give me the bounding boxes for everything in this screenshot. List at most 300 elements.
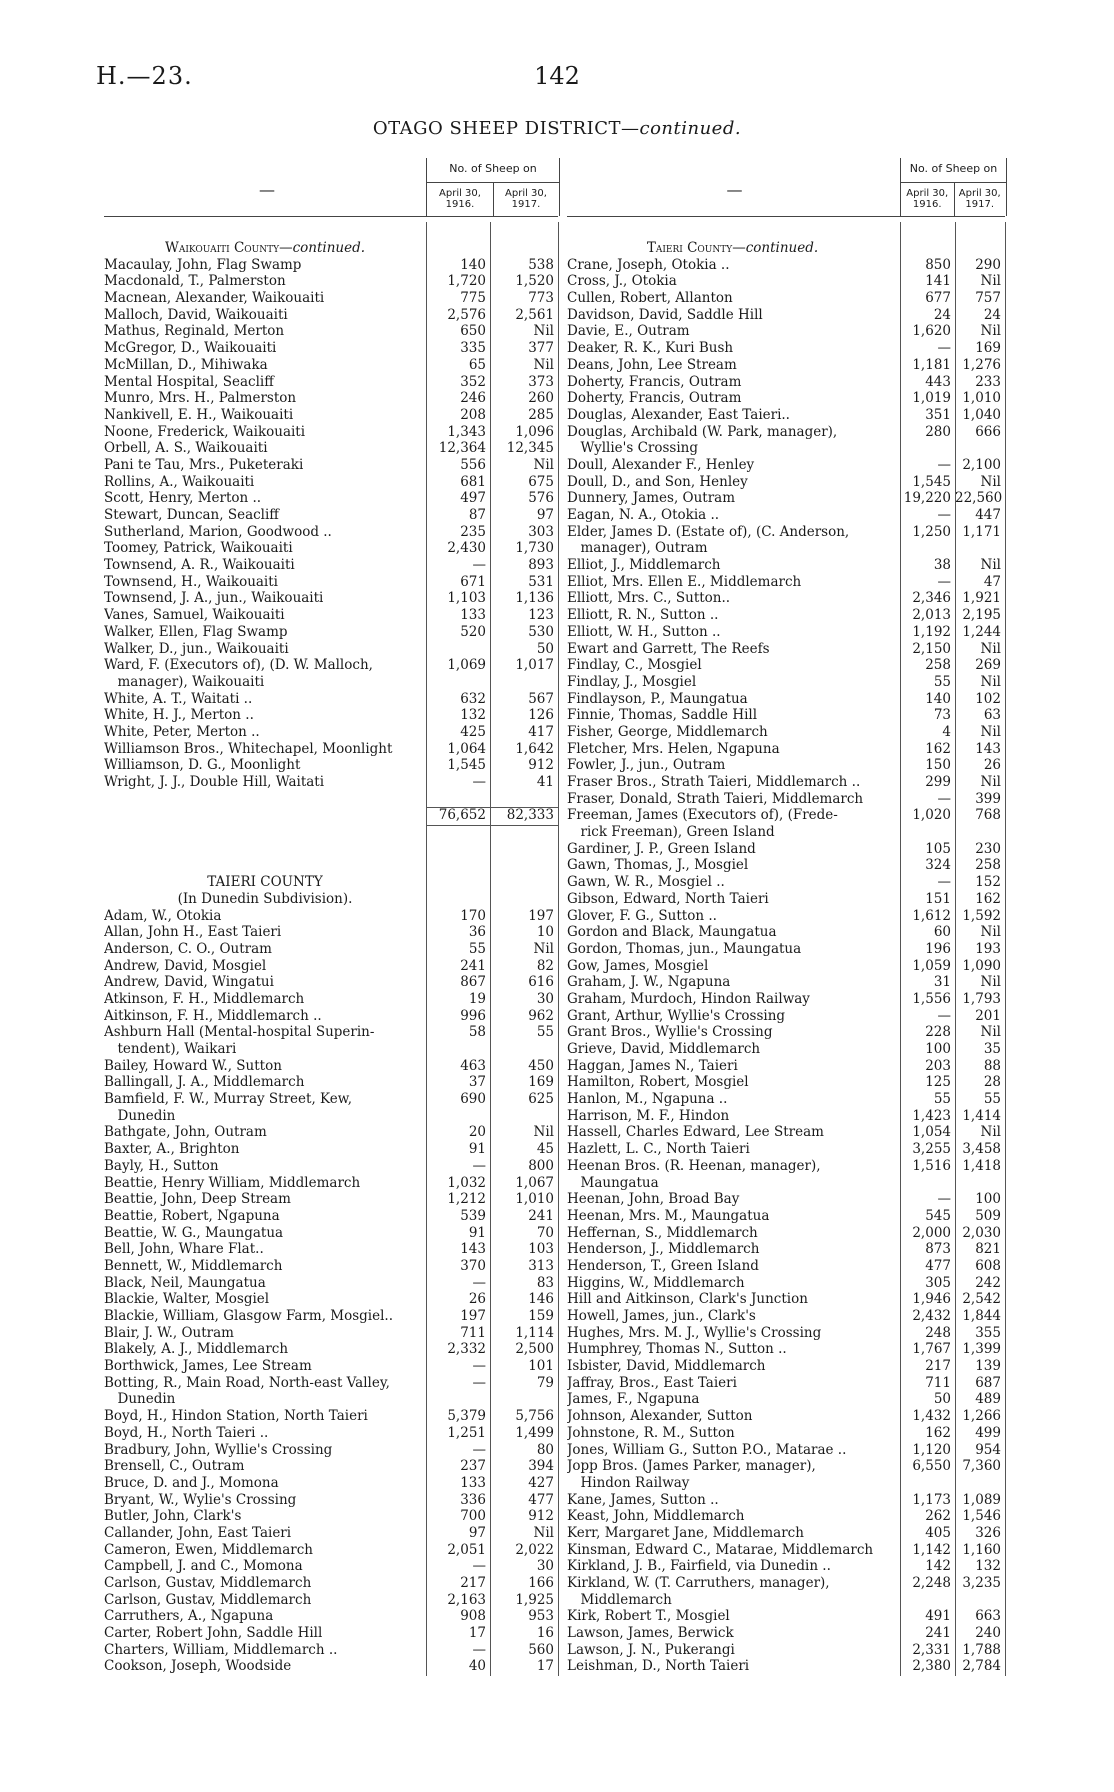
sheep-1917: 509 bbox=[975, 1207, 1001, 1224]
sheep-1917: 773 bbox=[528, 290, 554, 307]
sheep-1917: 162 bbox=[975, 890, 1001, 907]
owner-name: Isbister, David, Middlemarch bbox=[567, 1358, 766, 1375]
list-item bbox=[567, 1358, 1005, 1375]
owner-name: Vanes, Samuel, Waikouaiti bbox=[104, 607, 285, 624]
sheep-1916: 91 bbox=[468, 1224, 486, 1241]
sheep-1917: 399 bbox=[975, 790, 1001, 807]
sheep-1917: 1,844 bbox=[962, 1308, 1001, 1324]
column-rule bbox=[426, 222, 427, 1676]
sheep-1916: 1,432 bbox=[912, 1408, 951, 1425]
sheep-1917: 576 bbox=[528, 490, 554, 507]
sheep-1917: Nil bbox=[533, 456, 554, 473]
list-item bbox=[567, 741, 1005, 758]
list-item bbox=[567, 958, 1005, 975]
list-item bbox=[567, 1158, 1005, 1175]
sheep-1916: 1,054 bbox=[912, 1124, 951, 1141]
sheep-1916: 20 bbox=[468, 1124, 486, 1141]
sheep-1917: Nil bbox=[980, 723, 1001, 740]
list-item bbox=[567, 1258, 1005, 1275]
header-april-1917: April 30, 1917. bbox=[958, 188, 1001, 210]
sheep-1916: 463 bbox=[460, 1057, 486, 1074]
owner-name: Lawson, J. N., Pukerangi bbox=[567, 1641, 735, 1658]
sheep-1916: 351 bbox=[925, 406, 951, 423]
list-item bbox=[567, 524, 1005, 541]
sheep-1917: 1,730 bbox=[515, 540, 554, 557]
sheep-1916: 37 bbox=[468, 1074, 486, 1091]
sheep-1916: 677 bbox=[925, 290, 951, 307]
sheep-1916: 1,343 bbox=[447, 423, 486, 440]
owner-name: Keast, John, Middlemarch bbox=[567, 1508, 745, 1525]
sheep-1916: 1,720 bbox=[447, 273, 486, 290]
sheep-1916: — bbox=[937, 790, 951, 807]
owner-name: Walker, Ellen, Flag Swamp bbox=[104, 623, 288, 640]
sheep-1917: 143 bbox=[975, 740, 1001, 757]
list-item bbox=[567, 257, 1005, 274]
sheep-1917: 616 bbox=[528, 974, 554, 991]
owner-name: Grant Bros., Wyllie's Crossing bbox=[567, 1024, 773, 1041]
owner-name: Anderson, C. O., Outram bbox=[104, 940, 272, 957]
owner-name: Eagan, N. A., Otokia .. bbox=[567, 507, 720, 523]
owner-name: Deaker, R. K., Kuri Bush bbox=[567, 340, 734, 357]
list-item bbox=[567, 1475, 1005, 1492]
owner-name: Bennett, W., Middlemarch bbox=[104, 1257, 283, 1274]
list-item bbox=[567, 307, 1005, 324]
sheep-1916: 237 bbox=[460, 1458, 486, 1475]
owner-name: Kirkland, W. (T. Carruthers, manager), bbox=[567, 1575, 830, 1591]
sheep-1916: 2,000 bbox=[912, 1224, 951, 1241]
list-item bbox=[567, 1041, 1005, 1058]
sheep-1916: 151 bbox=[925, 890, 951, 907]
list-item bbox=[567, 807, 1005, 824]
sheep-1916: 100 bbox=[925, 1041, 951, 1057]
sheep-1917: 132 bbox=[975, 1558, 1001, 1575]
sheep-1917: 126 bbox=[528, 707, 554, 724]
owner-name: Fraser, Donald, Strath Taieri, Middlemarch bbox=[567, 790, 864, 807]
owner-name: Humphrey, Thomas N., Sutton .. bbox=[567, 1341, 787, 1358]
title-main: OTAGO SHEEP DISTRICT— bbox=[372, 118, 640, 139]
owner-name: Doull, D., and Son, Henley bbox=[567, 473, 748, 490]
sheep-1916: 141 bbox=[925, 273, 951, 290]
list-item bbox=[567, 974, 1005, 991]
sheep-count-label: No. of Sheep on bbox=[449, 162, 537, 175]
owner-name: Kane, James, Sutton .. bbox=[567, 1491, 719, 1508]
sheep-1916: 711 bbox=[925, 1374, 951, 1391]
sheep-1916: 1,545 bbox=[447, 757, 486, 774]
column-rule bbox=[558, 222, 559, 1676]
sheep-1917: 450 bbox=[528, 1057, 554, 1074]
list-item bbox=[567, 273, 1005, 290]
owner-name: Andrew, David, Mosgiel bbox=[104, 957, 267, 974]
header-bottom-rule bbox=[104, 216, 558, 217]
owner-name: Atkinson, F. H., Middlemarch bbox=[104, 990, 305, 1007]
sheep-1917: 427 bbox=[528, 1474, 554, 1491]
list-item bbox=[567, 340, 1005, 357]
owner-name: Bruce, D. and J., Momona bbox=[104, 1474, 279, 1491]
sheep-1916: 19,220 bbox=[903, 490, 951, 507]
sheep-1917: 1,499 bbox=[515, 1424, 554, 1441]
owner-name: Fowler, J., jun., Outram bbox=[567, 757, 726, 774]
owner-name: Wyllie's Crossing bbox=[567, 440, 698, 457]
owner-name: Graham, J. W., Ngapuna bbox=[567, 974, 731, 991]
sheep-1917: 63 bbox=[983, 707, 1001, 724]
owner-name: rick Freeman), Green Island bbox=[567, 824, 775, 841]
owner-name: Dunedin bbox=[104, 1391, 176, 1408]
sheep-1917: 1,788 bbox=[962, 1641, 1001, 1658]
sheep-1916: — bbox=[472, 1641, 486, 1658]
sheep-1917: 1,089 bbox=[962, 1491, 1001, 1508]
sheep-1917: 100 bbox=[975, 1191, 1001, 1208]
sheep-1917: 3,235 bbox=[962, 1575, 1001, 1591]
owner-name: Mental Hospital, Seacliff bbox=[104, 373, 274, 390]
list-item bbox=[567, 1008, 1005, 1025]
sheep-1916: 545 bbox=[925, 1207, 951, 1224]
sheep-1917: Nil bbox=[533, 323, 554, 340]
owner-name: Boyd, H., North Taieri .. bbox=[104, 1424, 269, 1441]
list-item bbox=[567, 1058, 1005, 1075]
continued-label: continued. bbox=[292, 240, 366, 256]
owner-name: Bradbury, John, Wyllie's Crossing bbox=[104, 1441, 333, 1458]
total-rule bbox=[426, 807, 558, 808]
sheep-1916: 40 bbox=[468, 1658, 486, 1675]
sheep-1916: 73 bbox=[933, 707, 951, 724]
sheep-1916: 556 bbox=[460, 456, 486, 473]
owner-name: Carter, Robert John, Saddle Hill bbox=[104, 1625, 323, 1642]
sheep-1916: 2,380 bbox=[912, 1658, 951, 1675]
owner-name: Gawn, Thomas, J., Mosgiel bbox=[567, 857, 749, 874]
sheep-1916: 1,069 bbox=[447, 657, 486, 674]
owner-name: Lawson, James, Berwick bbox=[567, 1625, 734, 1642]
sheep-1916: 55 bbox=[933, 1091, 951, 1108]
sheep-1916: 520 bbox=[460, 623, 486, 640]
list-item bbox=[567, 991, 1005, 1008]
sheep-1916: 241 bbox=[925, 1625, 951, 1642]
sheep-1916: 125 bbox=[925, 1074, 951, 1091]
owner-name: Doull, Alexander F., Henley bbox=[567, 456, 755, 473]
owner-name: Black, Neil, Maungatua bbox=[104, 1274, 266, 1291]
sheep-1917: 10 bbox=[536, 924, 554, 941]
owner-name: Gordon, Thomas, jun., Maungatua bbox=[567, 940, 802, 957]
list-item bbox=[567, 707, 1005, 724]
list-item bbox=[567, 757, 1005, 774]
sheep-1916: 1,103 bbox=[447, 590, 486, 607]
owner-name: Crane, Joseph, Otokia .. bbox=[567, 256, 730, 273]
sheep-1917: 146 bbox=[528, 1291, 554, 1308]
county-heading bbox=[567, 240, 1005, 257]
sheep-1917: Nil bbox=[533, 356, 554, 373]
sheep-1916: 87 bbox=[468, 507, 486, 523]
list-item bbox=[567, 1275, 1005, 1292]
sheep-1917: 50 bbox=[536, 640, 554, 657]
list-item bbox=[567, 323, 1005, 340]
owner-name: Aitkinson, F. H., Middlemarch .. bbox=[104, 1007, 322, 1024]
sheep-1917: 377 bbox=[528, 340, 554, 357]
sheep-1916: 140 bbox=[925, 690, 951, 707]
list-item bbox=[567, 1575, 1005, 1592]
sheep-1917: 22,560 bbox=[955, 490, 1003, 507]
list-item bbox=[567, 424, 1005, 441]
owner-name: manager), Waikouaiti bbox=[104, 673, 265, 690]
owner-name: Middlemarch bbox=[567, 1591, 672, 1608]
list-item bbox=[567, 374, 1005, 391]
owner-name: Stewart, Duncan, Seacliff bbox=[104, 507, 279, 523]
sheep-1917: Nil bbox=[980, 924, 1001, 941]
sheep-1916: 50 bbox=[933, 1391, 951, 1408]
sheep-1916: 632 bbox=[460, 690, 486, 707]
list-item bbox=[567, 607, 1005, 624]
owner-name: McMillan, D., Mihiwaka bbox=[104, 356, 268, 373]
sheep-1916: 150 bbox=[925, 757, 951, 774]
sheep-1916: 299 bbox=[925, 774, 951, 790]
sheep-1916: 2,163 bbox=[447, 1591, 486, 1608]
owner-name: Haggan, James N., Taieri bbox=[567, 1057, 738, 1074]
owner-name: Sutherland, Marion, Goodwood .. bbox=[104, 523, 332, 540]
list-item bbox=[567, 908, 1005, 925]
owner-name: Kinsman, Edward C., Matarae, Middlemarch bbox=[567, 1541, 874, 1558]
sheep-1917: 269 bbox=[975, 657, 1001, 674]
owner-name: Heenan, Mrs. M., Maungatua bbox=[567, 1207, 770, 1224]
list-item bbox=[567, 1625, 1005, 1642]
list-item bbox=[567, 1458, 1005, 1475]
sheep-count-header bbox=[426, 158, 560, 216]
list-item bbox=[567, 1525, 1005, 1542]
sheep-1916: 539 bbox=[460, 1207, 486, 1224]
sheep-1917: 1,096 bbox=[515, 423, 554, 440]
sheep-1916: 2,150 bbox=[912, 640, 951, 657]
sheep-1916: 12,364 bbox=[438, 440, 486, 457]
sheep-1916: — bbox=[937, 456, 951, 473]
list-item bbox=[567, 857, 1005, 874]
sheep-1917: 47 bbox=[983, 573, 1001, 590]
name-column-dash: — bbox=[726, 180, 743, 199]
sheep-1917: 663 bbox=[975, 1608, 1001, 1625]
sheep-1917: 101 bbox=[528, 1358, 554, 1375]
owner-name: Davie, E., Outram bbox=[567, 323, 690, 340]
sheep-1916: 405 bbox=[925, 1524, 951, 1541]
list-item bbox=[567, 941, 1005, 958]
sheep-1916: 132 bbox=[460, 707, 486, 724]
owner-name: Fletcher, Mrs. Helen, Ngapuna bbox=[567, 740, 780, 757]
sheep-1917: 169 bbox=[975, 340, 1001, 357]
sheep-1917: 912 bbox=[528, 757, 554, 774]
sheep-1917: 97 bbox=[536, 507, 554, 523]
sheep-1916: 335 bbox=[460, 340, 486, 357]
total-1917: 82,333 bbox=[506, 807, 554, 824]
sheep-1917: 12,345 bbox=[506, 440, 554, 457]
sheep-1916: 1,423 bbox=[912, 1107, 951, 1124]
sheep-1916: 370 bbox=[460, 1257, 486, 1274]
sheep-1917: 1,592 bbox=[962, 907, 1001, 924]
sheep-1916: — bbox=[937, 874, 951, 891]
list-item bbox=[567, 474, 1005, 491]
owner-name: Fisher, George, Middlemarch bbox=[567, 723, 768, 740]
owner-name: Hamilton, Robert, Mosgiel bbox=[567, 1074, 749, 1091]
sheep-1916: 258 bbox=[925, 657, 951, 674]
sheep-1917: 230 bbox=[975, 840, 1001, 857]
sheep-1917: 26 bbox=[983, 757, 1001, 774]
sheep-1916: 1,192 bbox=[912, 623, 951, 640]
owner-name: Findlay, C., Mosgiel bbox=[567, 657, 702, 674]
owner-name: Doherty, Francis, Outram bbox=[567, 373, 742, 390]
owner-name: Orbell, A. S., Waikouaiti bbox=[104, 440, 268, 457]
owner-name: Heenan, John, Broad Bay bbox=[567, 1191, 740, 1208]
sheep-1916: — bbox=[937, 1191, 951, 1208]
owner-name: Doherty, Francis, Outram bbox=[567, 390, 742, 407]
list-item bbox=[567, 1542, 1005, 1559]
list-item bbox=[567, 1175, 1005, 1192]
owner-name: Andrew, David, Wingatui bbox=[104, 974, 274, 991]
sheep-1916: 1,059 bbox=[912, 957, 951, 974]
owner-name: Johnson, Alexander, Sutton bbox=[567, 1408, 753, 1425]
owner-name: Macdonald, T., Palmerston bbox=[104, 273, 286, 290]
sheep-1917: 240 bbox=[975, 1625, 1001, 1642]
owner-name: Cameron, Ewen, Middlemarch bbox=[104, 1541, 313, 1558]
sheep-1917: 417 bbox=[528, 723, 554, 740]
sheep-1917: 201 bbox=[975, 1007, 1001, 1024]
owner-name: White, Peter, Merton .. bbox=[104, 723, 260, 740]
owner-name: Fraser Bros., Strath Taieri, Middlemarch .. bbox=[567, 774, 861, 790]
sheep-1916: 690 bbox=[460, 1091, 486, 1108]
sheep-1916: — bbox=[472, 1374, 486, 1391]
sheep-1916: 2,331 bbox=[912, 1641, 951, 1658]
list-item bbox=[567, 1091, 1005, 1108]
sheep-1917: 241 bbox=[528, 1207, 554, 1224]
list-item bbox=[567, 1191, 1005, 1208]
sheep-1916: 850 bbox=[925, 256, 951, 273]
list-item bbox=[567, 841, 1005, 858]
list-item bbox=[567, 657, 1005, 674]
owner-name: Hill and Aitkinson, Clark's Junction bbox=[567, 1291, 808, 1308]
sheep-1917: 169 bbox=[528, 1074, 554, 1091]
owner-name: Campbell, J. and C., Momona bbox=[104, 1558, 303, 1575]
sheep-1916: 477 bbox=[925, 1257, 951, 1274]
list-item bbox=[567, 691, 1005, 708]
sheep-1916: 203 bbox=[925, 1057, 951, 1074]
owner-name: Bathgate, John, Outram bbox=[104, 1124, 267, 1141]
sheep-1916: 3,255 bbox=[912, 1141, 951, 1158]
sheep-1916: 305 bbox=[925, 1274, 951, 1291]
sheep-1916: 425 bbox=[460, 723, 486, 740]
sheep-1916: 91 bbox=[468, 1141, 486, 1158]
sheep-1917: Nil bbox=[980, 640, 1001, 657]
owner-name: manager), Outram bbox=[567, 540, 708, 557]
sheep-1917: Nil bbox=[980, 774, 1001, 790]
sheep-1917: 1,266 bbox=[962, 1408, 1001, 1425]
owner-name: Adam, W., Otokia bbox=[104, 907, 222, 924]
sheep-1917: 2,022 bbox=[515, 1541, 554, 1558]
sheep-1917: 55 bbox=[536, 1024, 554, 1041]
owner-name: Scott, Henry, Merton .. bbox=[104, 490, 262, 507]
sheep-1917: 7,360 bbox=[962, 1458, 1001, 1475]
sheep-1916: 2,051 bbox=[447, 1541, 486, 1558]
list-item bbox=[567, 1508, 1005, 1525]
sheep-1916: 142 bbox=[925, 1558, 951, 1575]
sheep-1917: 35 bbox=[983, 1041, 1001, 1057]
sheep-1917: 2,500 bbox=[515, 1341, 554, 1358]
sheep-1916: 1,516 bbox=[912, 1157, 951, 1174]
owner-name: Elder, James D. (Estate of), (C. Anderson, bbox=[567, 523, 850, 540]
owner-name: Macaulay, John, Flag Swamp bbox=[104, 256, 302, 273]
page-number: 142 bbox=[534, 62, 580, 90]
list-item bbox=[567, 1208, 1005, 1225]
owner-name: Davidson, David, Saddle Hill bbox=[567, 306, 763, 323]
sheep-1916: 1,142 bbox=[912, 1541, 951, 1558]
sheep-1916: 140 bbox=[460, 256, 486, 273]
owner-name: Higgins, W., Middlemarch bbox=[567, 1274, 745, 1291]
sheep-1917: 166 bbox=[528, 1575, 554, 1591]
header-april-1916: April 30, 1916. bbox=[906, 188, 949, 210]
sheep-1917: 1,090 bbox=[962, 957, 1001, 974]
sheep-1916: 2,432 bbox=[912, 1308, 951, 1324]
owner-name: Butler, John, Clark's bbox=[104, 1508, 242, 1525]
sheep-1917: Nil bbox=[980, 473, 1001, 490]
owner-name: Ballingall, J. A., Middlemarch bbox=[104, 1074, 305, 1091]
list-item bbox=[567, 824, 1005, 841]
sheep-1917: 1,010 bbox=[515, 1191, 554, 1208]
owner-name: White, H. J., Merton .. bbox=[104, 707, 254, 724]
sheep-1916: 197 bbox=[460, 1308, 486, 1324]
sheep-1916: 867 bbox=[460, 974, 486, 991]
list-item bbox=[567, 1108, 1005, 1125]
owner-name: Johnstone, R. M., Sutton bbox=[567, 1424, 735, 1441]
sheep-1917: 687 bbox=[975, 1374, 1001, 1391]
sheep-count-label: No. of Sheep on bbox=[909, 162, 998, 175]
sheep-1916: 1,120 bbox=[912, 1441, 951, 1458]
sheep-1917: 821 bbox=[975, 1241, 1001, 1258]
owner-name: Maungatua bbox=[567, 1174, 659, 1191]
sheep-1917: 1,546 bbox=[962, 1508, 1001, 1525]
column-rule bbox=[955, 222, 956, 1676]
owner-name: Botting, R., Main Road, North-east Valley, bbox=[104, 1374, 390, 1391]
sheep-1916: 1,019 bbox=[912, 390, 951, 407]
owner-name: Blackie, Walter, Mosgiel bbox=[104, 1291, 270, 1308]
list-item bbox=[567, 1024, 1005, 1041]
sheep-1917: 260 bbox=[528, 390, 554, 407]
sheep-1916: 196 bbox=[925, 940, 951, 957]
sheep-1917: 1,520 bbox=[515, 273, 554, 290]
owner-name: Rollins, A., Waikouaiti bbox=[104, 473, 255, 490]
sheep-1917: Nil bbox=[980, 557, 1001, 574]
sheep-1917: 560 bbox=[528, 1641, 554, 1658]
owner-name: Allan, John H., East Taieri bbox=[104, 924, 282, 941]
owner-name: Munro, Mrs. H., Palmerston bbox=[104, 390, 297, 407]
sheep-1917: 290 bbox=[975, 256, 1001, 273]
entries-list bbox=[567, 240, 1005, 1675]
owner-name: Walker, D., jun., Waikouaiti bbox=[104, 640, 289, 657]
list-item bbox=[567, 1375, 1005, 1392]
owner-name: Williamson Bros., Whitechapel, Moonlight bbox=[104, 740, 393, 757]
owner-name: Graham, Murdoch, Hindon Railway bbox=[567, 990, 810, 1007]
sheep-1916: 1,612 bbox=[912, 907, 951, 924]
sheep-1917: 2,561 bbox=[515, 306, 554, 323]
sheep-1917: 1,399 bbox=[962, 1341, 1001, 1358]
list-item bbox=[567, 791, 1005, 808]
sheep-1917: 159 bbox=[528, 1308, 554, 1324]
sheep-1917: 373 bbox=[528, 373, 554, 390]
owner-name: Kirkland, J. B., Fairfield, via Dunedin .. bbox=[567, 1558, 831, 1575]
sheep-1916: 324 bbox=[925, 857, 951, 874]
owner-name: Carlson, Gustav, Middlemarch bbox=[104, 1591, 312, 1608]
sheep-1916: 497 bbox=[460, 490, 486, 507]
owner-name: Bamfield, F. W., Murray Street, Kew, bbox=[104, 1091, 353, 1108]
list-item bbox=[567, 674, 1005, 691]
sheep-1916: 58 bbox=[468, 1024, 486, 1041]
list-item bbox=[567, 490, 1005, 507]
sheep-1916: 650 bbox=[460, 323, 486, 340]
list-item bbox=[567, 624, 1005, 641]
sheep-1916: — bbox=[937, 340, 951, 357]
owner-name: Mathus, Reginald, Merton bbox=[104, 323, 285, 340]
owner-name: Ashburn Hall (Mental-hospital Superin- bbox=[104, 1024, 375, 1041]
